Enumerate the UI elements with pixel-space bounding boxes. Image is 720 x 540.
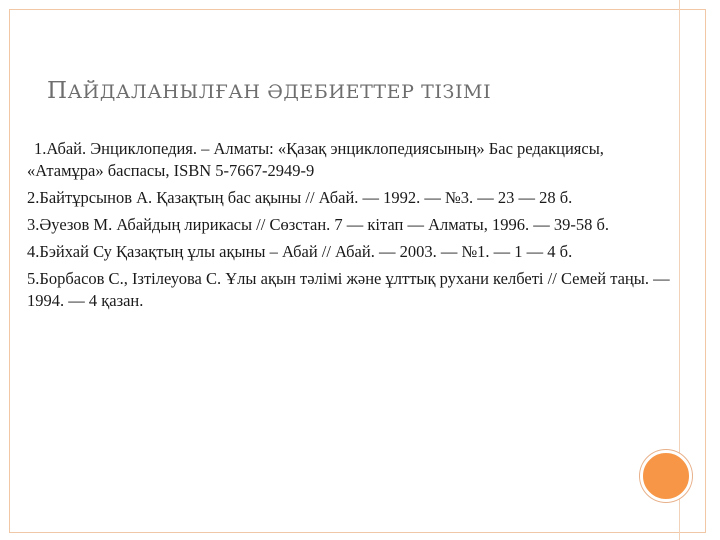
reference-item: 4.Бэйхай Су Қазақтың ұлы ақыны – Абай // Абай. — 2003. — №1. — 1 — 4 б. bbox=[27, 242, 573, 261]
slide-title bbox=[47, 78, 667, 104]
reference-item: 2.Байтұрсынов А. Қазақтың бас ақыны // Абай. — 1992. — №3. — 23 — 28 б. bbox=[27, 188, 573, 207]
reference-item: 1.Абай. Энциклопедия. – Алматы: «Қазақ энциклопедиясының» Бас редакциясы, «Атамұра» баспасы, ISBN 5-7667-2949-9 bbox=[27, 139, 604, 180]
reference-item: 3.Әуезов М. Абайдың лирикасы // Сөзстан. 7 — кітап — Алматы, 1996. — 39-58 б. bbox=[27, 215, 610, 234]
reference-item: 5.Борбасов С., Ізтілеуова С. Ұлы ақын тәлімі және ұлттық рухани келбеті // Семей таңы. — 1994. — 4 қазан. bbox=[27, 269, 670, 310]
title-rest: АЙДАЛАНЫЛҒАН ӘДЕБИЕТТЕР ТІЗІМІ bbox=[67, 81, 492, 103]
title-initial: П bbox=[47, 78, 68, 104]
decorative-circle bbox=[640, 450, 692, 502]
reference-list bbox=[27, 138, 679, 317]
